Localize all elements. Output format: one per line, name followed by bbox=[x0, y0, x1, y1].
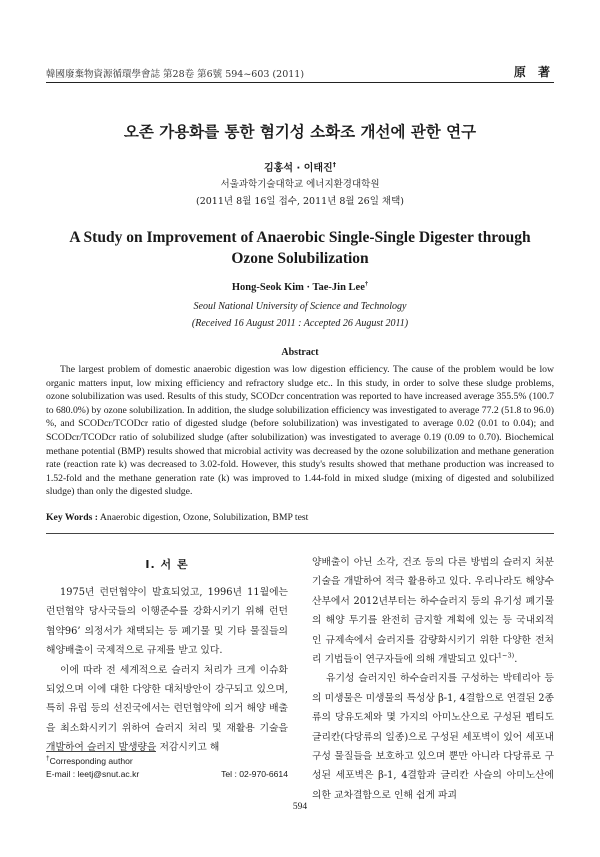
abstract-heading: Abstract bbox=[281, 347, 319, 358]
english-author-names: Hong-Seok Kim · Tae-Jin Lee bbox=[231, 282, 365, 293]
korean-dates: (2011년 8월 16일 접수, 2011년 8월 26일 채택) bbox=[196, 196, 404, 207]
english-dates: (Received 16 August 2011 : Accepted 26 August 2011) bbox=[191, 318, 409, 329]
body-paragraph bbox=[312, 553, 554, 669]
section-heading: I. 서 론 bbox=[145, 558, 189, 571]
header-rule bbox=[46, 82, 554, 83]
korean-corresponding-mark: † bbox=[332, 160, 336, 169]
body-paragraph: 유기성 슬러지인 하수슬러지를 구성하는 박테리아 등의 미생물은 미생물의 특성상 β-1, 4결합으로 연결된 2종류의 당유도체와 몇 가지의 아미노산으로 구성된 펩티도글리칸(다당류의 일종)으로 구성된 세포벽이 있어 세포내 구성 물질들을 보호하고 있으며 뿐만 아니라 다당류로 구성된 세포벽은 β-1, 4결합과 글리칸 사슬의 아미노산에 의한 교차결합으로 인해 쉽게 파괴 bbox=[312, 673, 554, 801]
keywords-label: Key Words : bbox=[46, 512, 99, 523]
keywords bbox=[46, 512, 554, 523]
footnote-role-text: Corresponding author bbox=[49, 756, 133, 766]
right-column bbox=[312, 553, 554, 805]
page-number: 594 bbox=[292, 802, 308, 812]
article-category: 原 著 bbox=[513, 65, 554, 79]
body-rule bbox=[46, 533, 554, 534]
footnote bbox=[46, 755, 288, 781]
korean-title: 오존 가용화를 통한 혐기성 소화조 개선에 관한 연구 bbox=[123, 123, 477, 141]
left-column bbox=[46, 555, 288, 758]
abstract-text: The largest problem of domestic anaerobic digestion was low digestion efficiency. The cause of the problem would be low organic matters input, low mixing efficiency and refractory sludge etc.. In this study, in order to solve these sludge problems, ozone solubilization was used. Results of this study, SCODcr concentration was reported to have increased average 355.5% (100.7 to 680.0%) by ozone solubilization. In addition, the sludge solubilization efficiency was investigated to average 77.2 (51.8 to 96.0) %, and SCODcr/TCODcr ratio of digested sludge (before solubilization) was investigated to average 0.02 (0.01 to 0.04); and SCODcr/TCODcr ratio of solubilized sludge (after solubilization) was investigated to average 0.19 (0.09 to 0.70). Biochemical methane potential (BMP) results showed that microbial activity was decreased by the ozone solubilization and methane generation rate (reaction rate k) was decreased to 3.02-fold. However, this study's results showed that methane production was increased to 1.52-fold and the methane generation rate (k) was improved to 1.44-fold in mixed sludge (mixing of digested and solubilized sludge) than only the digested sludge. bbox=[46, 364, 554, 498]
korean-affiliation: 서울과학기술대학교 에너지환경대학원 bbox=[220, 179, 380, 190]
english-authors bbox=[0, 282, 600, 293]
footnote-role bbox=[46, 755, 288, 768]
paragraph-end: . bbox=[514, 654, 518, 666]
english-title: A Study on Improvement of Anaerobic Single-Single Digester through Ozone Solubilization bbox=[69, 229, 531, 267]
footnote-tel: Tel : 02-970-6614 bbox=[221, 769, 288, 779]
body-paragraph: 1975년 런던협약이 발효되었고, 1996년 11월에는 런던협약 당사국들의 이행준수를 강화시키기 위해 런던협약96’ 의정서가 채택되는 등 폐기물 및 기타 물질들의 해양배출이 국제적으로 규제를 받고 있다. bbox=[46, 587, 288, 657]
reference-mark: 1~3) bbox=[497, 651, 515, 660]
english-corresponding-mark: † bbox=[364, 280, 369, 288]
journal-citation: 韓國廢棄物資源循環學會誌 第28卷 第6號 594~603 (2011) bbox=[46, 69, 305, 80]
footnote-rule bbox=[46, 751, 156, 752]
footnote-mark: † bbox=[46, 755, 50, 763]
running-header bbox=[46, 62, 554, 80]
korean-author-names: 김홍석 · 이태진 bbox=[264, 163, 333, 174]
footnote-contact bbox=[46, 768, 288, 781]
korean-authors bbox=[0, 159, 600, 174]
paragraph-text: 양배출이 아닌 소각, 건조 등의 다른 방법의 슬러지 처분기술을 개발하여 적극 활용하고 있다. 우리나라도 해양수산부에서 2012년부터는 하수슬러지 등의 유기성 폐기물의 해양 투기를 완전히 금지할 계획에 있는 등 국내외적인 규제속에서 슬러지를 감량화시키기 위한 다양한 전처리 기법들이 연구자들에 의해 개발되고 있다 bbox=[312, 557, 554, 666]
english-affiliation: Seoul National University of Science and Technology bbox=[193, 301, 407, 312]
footnote-email: E-mail : leetj@snut.ac.kr bbox=[46, 769, 140, 779]
keywords-text: Anaerobic digestion, Ozone, Solubilization, BMP test bbox=[99, 512, 309, 523]
body-paragraph: 이에 따라 전 세계적으로 슬러지 처리가 크게 이슈화되었으며 이에 대한 다양한 대처방안이 강구되고 있으며, 특히 유럽 등의 선진국에서는 런던협약에 의거 해양 배출을 최소화시키기 위하여 슬러지 처리 및 재활용 기술을 개발하여 슬러지 발생량을 저감시키고 해 bbox=[46, 664, 288, 754]
